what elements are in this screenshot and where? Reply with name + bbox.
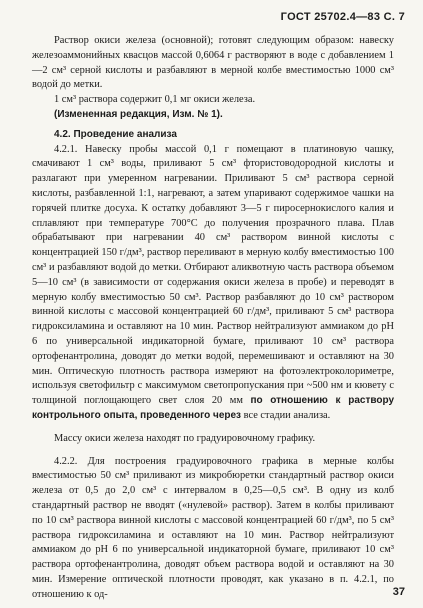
section-heading: 4.2. Проведение анализа	[54, 128, 177, 140]
document-body	[32, 34, 394, 602]
page-header: ГОСТ 25702.4—83 С. 7	[280, 11, 405, 23]
paragraph-4-2-1-text: 4.2.1. Навеску пробы массой 0,1 г помещают в платиновую чашку, смачивают 1 см³ воды, приливают 5 см³ фтористоводородной кислоты и разлагают при умеренном нагревании. Приливают 5 см³ раствора серной кислоты, разбавленной 1:1, нагревают, а затем упаривают содержимое чашки на горячей плитке досуха. К остатку добавляют 3—5 г пиросернокислого калия и сплавляют при температуре 700°С до получения прозрачного плава. Плав обрабатывают при нагревании 40 см³ раствором винной кислоты с концентрацией 150 г/дм³, раствор переливают в мерную колбу вместимостью 100 см³ и разбавляют водой до метки. Отбирают аликвотную часть раствора объемом 5—10 см³ (в зависимости от содержания окиси железа в пробе) и переводят в мерную колбу вместимостью 50 см³. Раствор разбавляют до 10 см³ раствором винной кислоты с массовой концентрацией 60 г/дм³, приливают 5 см³ раствора гидроксиламина и оставляют на 10 мин. Раствор нейтрализуют аммиаком до рН 6 по универсальной индикаторной бумаге, приливают 10 см³ раствора ортофенантролина, доводят до метки водой, перемешивают и оставляют на 30 мин. Оптическую плотность раствора измеряют на фотоэлектроколориметре, используя светофильтр с максимумом светопропускания при ~500 нм и кювету с толщиной поглощающего свет слоя 20 мм	[32, 143, 394, 407]
paragraph-stock-solution: Раствор окиси железа (основной); готовят следующим образом: навеску железоаммонийных квасцов массой 0,6064 г растворяют в воде с добавлением 1—2 см³ серной кислоты и разбавляют в мерной колбе вместимостью 1000 см³ водой до метки.	[32, 35, 394, 91]
revision-note: (Измененная редакция, Изм. № 1).	[54, 108, 223, 120]
paragraph-4-2-2: 4.2.2. Для построения градуировочного графика в мерные колбы вместимостью 50 см³ приливают из микробюретки стандартный раствор окиси железа от 0,5 до 2,0 см³ с интервалом в 0,25—0,5 см³. В одну из колб стандартный раствор не вводят («нулевой» раствор). Затем в колбы приливают по 10 см³ раствора винной кислоты с массовой концентрацией 60 г/дм³, по 5 см³ раствора гидроксиламина и оставляют на 10 мин. Раствор нейтрализуют аммиаком до рН 6 по универсальной индикаторной бумаге, приливают 10 см³ раствора ортофенантролина, доводят объем раствора водой и оставляют на 30 мин. Измерение оптической плотности проводят, как указано в п. 4.2.1, по отношению к од-	[32, 455, 394, 600]
page-number: 37	[392, 586, 405, 598]
paragraph-4-2-1-end: все стадии анализа.	[243, 409, 331, 421]
paragraph-4-2-1	[32, 143, 394, 424]
paragraph-4-2-1-bold: по отношению к раствору контрольного опыта, проведенного через	[32, 395, 395, 421]
paragraph-mass: Массу окиси железа находят по градуировочному графику.	[54, 432, 316, 444]
paragraph-concentration: 1 см³ раствора содержит 0,1 мг окиси железа.	[54, 94, 256, 106]
